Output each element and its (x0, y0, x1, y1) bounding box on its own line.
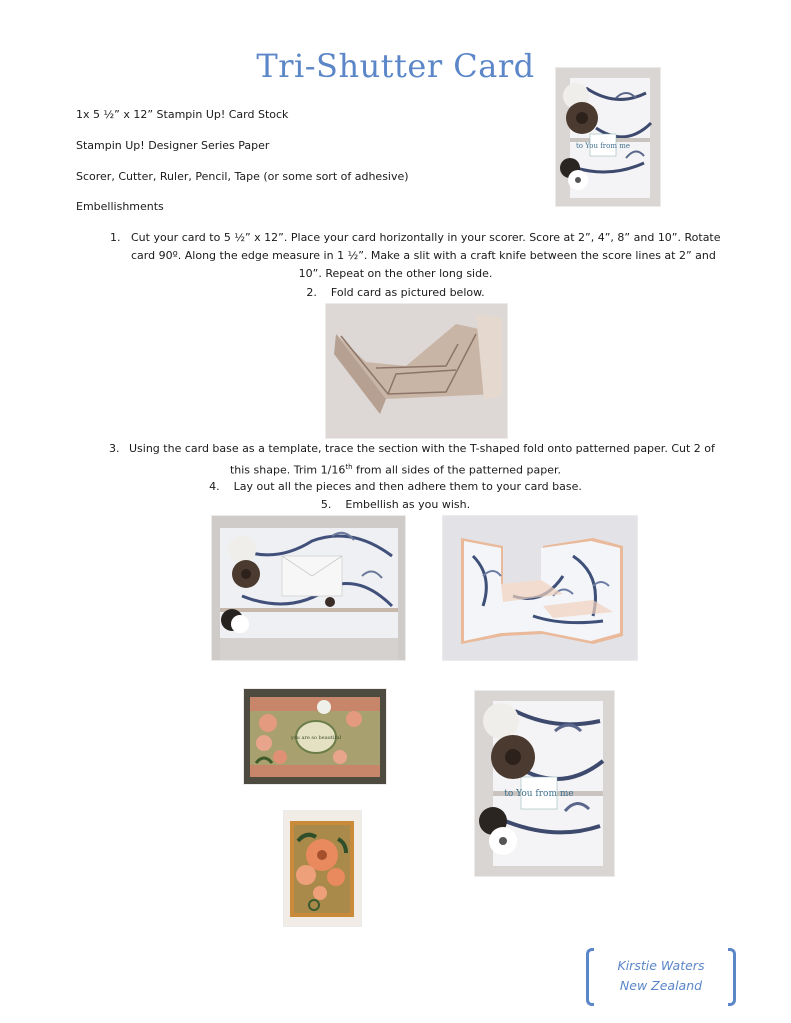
signature-bracket-left (586, 948, 594, 1006)
step-4-text: Lay out all the pieces and then adhere them to your card base. (233, 480, 582, 493)
open-card-photo (212, 516, 405, 660)
step-4 (0, 478, 791, 496)
page-title: Tri-Shutter Card (256, 47, 535, 85)
material-tools: Scorer, Cutter, Ruler, Pencil, Tape (or some sort of adhesive) (76, 170, 409, 183)
folded-card-photo (326, 304, 507, 438)
step-2-text: Fold card as pictured below. (330, 286, 485, 299)
step-3-line-1: Using the card base as a template, trace the section with the T-shaped fold onto patterned paper. Cut 2 of (129, 442, 715, 455)
step-1-line-3: 10”. Repeat on the other long side. (298, 267, 493, 280)
hero-card-photo (556, 68, 660, 206)
signature-bracket-right (728, 948, 736, 1006)
orange-flower-card-photo (284, 811, 361, 926)
signature-block (586, 948, 736, 1006)
step-3-number: 3. (109, 442, 120, 455)
step-2-number: 2. (306, 286, 317, 299)
hero-stamp-text: to You from me (575, 142, 631, 150)
material-designer-paper: Stampin Up! Designer Series Paper (76, 139, 270, 152)
step-2 (0, 284, 791, 302)
step-1-line-1: Cut your card to 5 ½” x 12”. Place your card horizontally in your scorer. Score at 2”, 4”, 8” and 10”. Rotate (131, 231, 721, 244)
step-1-number: 1. (110, 231, 121, 244)
step-4-number: 4. (209, 480, 220, 493)
patterned-base-photo (443, 516, 637, 660)
step-3-line-2: this shape. Trim 1/16th from all sides of the patterned paper. (229, 463, 562, 477)
green-floral-card-photo (244, 689, 386, 784)
step-5-number: 5. (320, 498, 332, 511)
step-5 (0, 496, 791, 514)
signature-name: Kirstie Waters (617, 958, 705, 973)
closeup-stamp-text: to You from me (504, 789, 574, 799)
material-cardstock: 1x 5 ½” x 12” Stampin Up! Card Stock (76, 108, 289, 121)
step-1-line-2: card 90º. Along the edge measure in 1 ½”. Make a slit with a craft knife between the score lines at 2” and (131, 249, 716, 262)
step-5-text: Embellish as you wish. (345, 498, 471, 511)
signature-place: New Zealand (619, 978, 703, 993)
material-embellishments: Embellishments (76, 200, 164, 213)
green-card-stamp-text: you are so beautiful (290, 735, 342, 741)
card-closeup-photo (475, 691, 614, 876)
